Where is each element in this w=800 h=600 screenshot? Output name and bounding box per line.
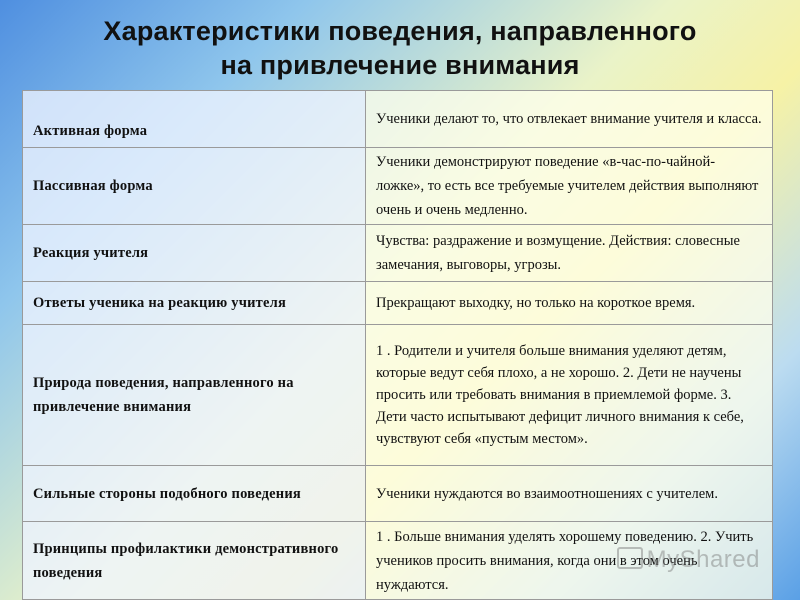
table-row	[23, 282, 773, 325]
characteristics-table	[22, 90, 773, 600]
watermark-text: MyShared	[646, 546, 760, 573]
row-description: 1 . Больше внимания уделять хорошему поведению. 2. Учить учеников просить внимания, когда они в этом очень нуждаются.	[366, 522, 773, 600]
row-label: Ответы ученика на реакцию учителя	[23, 282, 366, 325]
table-row	[23, 148, 773, 225]
row-description: Ученики нуждаются во взаимоотношениях с учителем.	[366, 466, 773, 522]
row-label: Природа поведения, направленного на привлечение внимания	[23, 325, 366, 466]
row-description: 1 . Родители и учителя больше внимания уделяют детям, которые ведут себя плохо, а не хорошо. 2. Дети не научены просить или требовать внимания в приемлемой форме. 3. Дети часто испытывают дефицит личного внимания к себе, чувствуют себя «пустым местом».	[366, 325, 773, 466]
watermark	[617, 546, 760, 574]
row-label: Реакция учителя	[23, 225, 366, 282]
table-row	[23, 225, 773, 282]
table-row	[23, 91, 773, 148]
row-label: Активная форма	[23, 91, 366, 148]
presentation-icon	[617, 547, 643, 569]
row-label: Принципы профилактики демонстративного поведения	[23, 522, 366, 600]
table-row	[23, 466, 773, 522]
row-label: Пассивная форма	[23, 148, 366, 225]
row-description: Прекращают выходку, но только на короткое время.	[366, 282, 773, 325]
row-description: Ученики делают то, что отвлекает внимание учителя и класса.	[366, 91, 773, 148]
row-label: Сильные стороны подобного поведения	[23, 466, 366, 522]
slide-title	[0, 14, 800, 82]
row-description: Ученики демонстрируют поведение «в-час-по-чайной- ложке», то есть все требуемые учителем действия выполняют очень и очень медленно.	[366, 148, 773, 225]
title-line-1: Характеристики поведения, направленного	[103, 16, 697, 46]
row-description: Чувства: раздражение и возмущение. Действия: словесные замечания, выговоры, угрозы.	[366, 225, 773, 282]
title-line-2: на привлечение внимания	[220, 50, 580, 80]
table-row	[23, 325, 773, 466]
